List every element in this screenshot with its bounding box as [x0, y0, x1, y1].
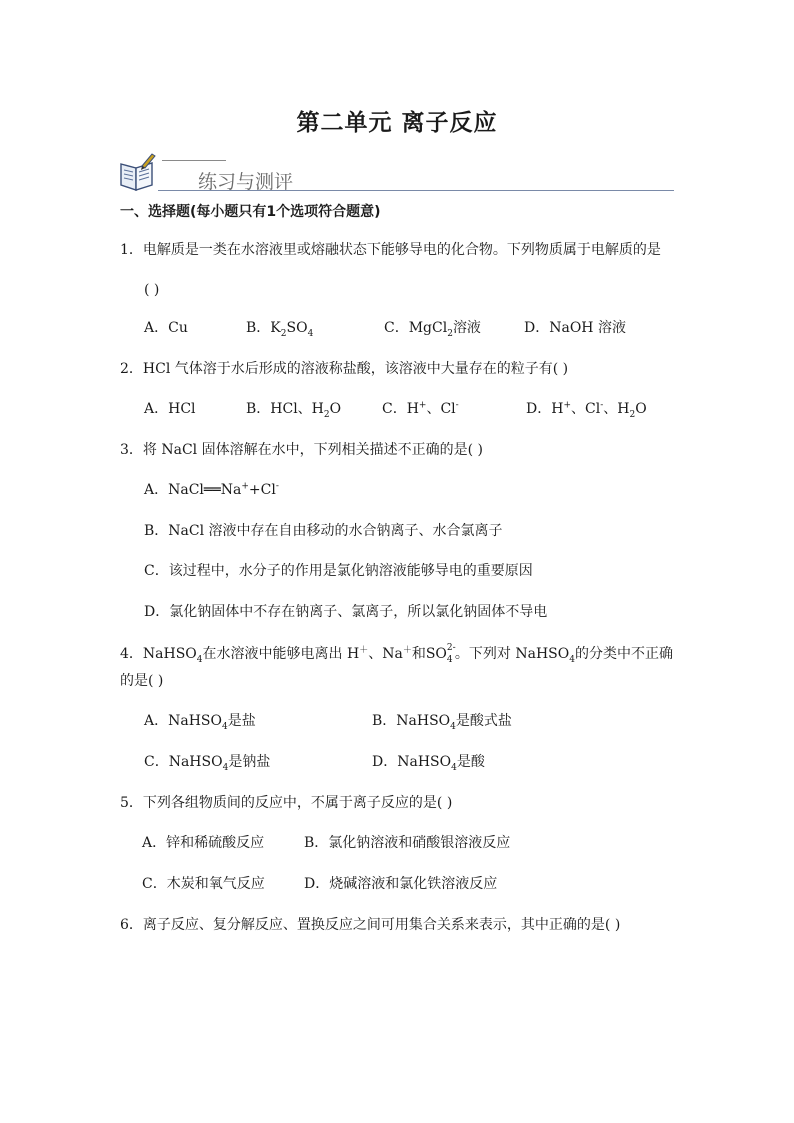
q1-stem-line2: ( ): [144, 282, 160, 298]
q4-option-d: D．NaHSO$_4$是酸: [372, 754, 485, 773]
section-banner: [118, 150, 678, 196]
page-title: 第二单元 离子反应: [296, 110, 498, 136]
q1-option-c: C．MgCl$_2$溶液: [384, 320, 481, 339]
q1-option-a: A．Cu: [144, 320, 188, 336]
q5-stem: 5．下列各组物质间的反应中，不属于离子反应的是( ): [120, 795, 453, 811]
q2-option-a: A．HCl: [144, 401, 196, 417]
q4-option-c: C．NaHSO$_4$是钠盐: [144, 754, 271, 773]
q6-stem: 6．离子反应、复分解反应、置换反应之间可用集合关系来表示，其中正确的是( ): [120, 917, 621, 933]
q5-option-b: B．氯化钠溶液和硝酸银溶液反应: [304, 835, 511, 851]
q5-option-d: D．烧碱溶液和氯化铁溶液反应: [304, 876, 498, 892]
q2-option-b: B．HCl、$H_2O$: [246, 401, 342, 420]
q3-stem: 3．将 NaCl 固体溶解在水中，下列相关描述不正确的是( ): [120, 442, 483, 458]
book-pencil-icon: [118, 152, 158, 192]
q5-option-c: C．木炭和氧气反应: [142, 876, 265, 892]
q5-option-a: A．锌和稀硫酸反应: [142, 835, 265, 851]
q3-option-a: A．NaCl══Na++Cl-: [144, 481, 279, 498]
q2-option-d: D．H+、Cl-、$H_2O$: [526, 400, 647, 420]
q3-option-b: B．NaCl 溶液中存在自由移动的水合钠离子、水合氯离子: [144, 523, 503, 539]
q2-stem: 2．HCl 气体溶于水后形成的溶液称盐酸，该溶液中大量存在的粒子有( ): [120, 361, 569, 377]
banner-label: 练习与测评: [198, 171, 294, 193]
q3-option-c: C．该过程中，水分子的作用是氯化钠溶液能够导电的重要原因: [144, 563, 533, 579]
q4-stem-line2: 的是( ): [120, 673, 164, 689]
q4-option-a: A．NaHSO$_4$是盐: [144, 713, 256, 732]
section-heading: 一、选择题(每小题只有1个选项符合题意): [120, 204, 381, 220]
q1-option-b: B．$K_2SO_4$: [246, 320, 314, 339]
sulfate-charge: 2- 4: [446, 643, 456, 665]
q1-option-d: D．NaOH 溶液: [524, 320, 626, 336]
q4-option-b: B．NaHSO$_4$是酸式盐: [372, 713, 512, 732]
q3-option-d: D．氯化钠固体中不存在钠离子、氯离子，所以氯化钠固体不导电: [144, 604, 548, 620]
q2-option-c: C．H+、Cl-: [382, 400, 459, 417]
q1-stem-line1: 1．电解质是一类在水溶液里或熔融状态下能够导电的化合物。下列物质属于电解质的是: [120, 242, 661, 258]
q4-stem-line1: 4．NaHSO$_4$在水溶液中能够电离出 H＋、Na＋和SO 2- 4 。下列对 NaHSO$_4$的分类中不正确: [120, 643, 673, 665]
